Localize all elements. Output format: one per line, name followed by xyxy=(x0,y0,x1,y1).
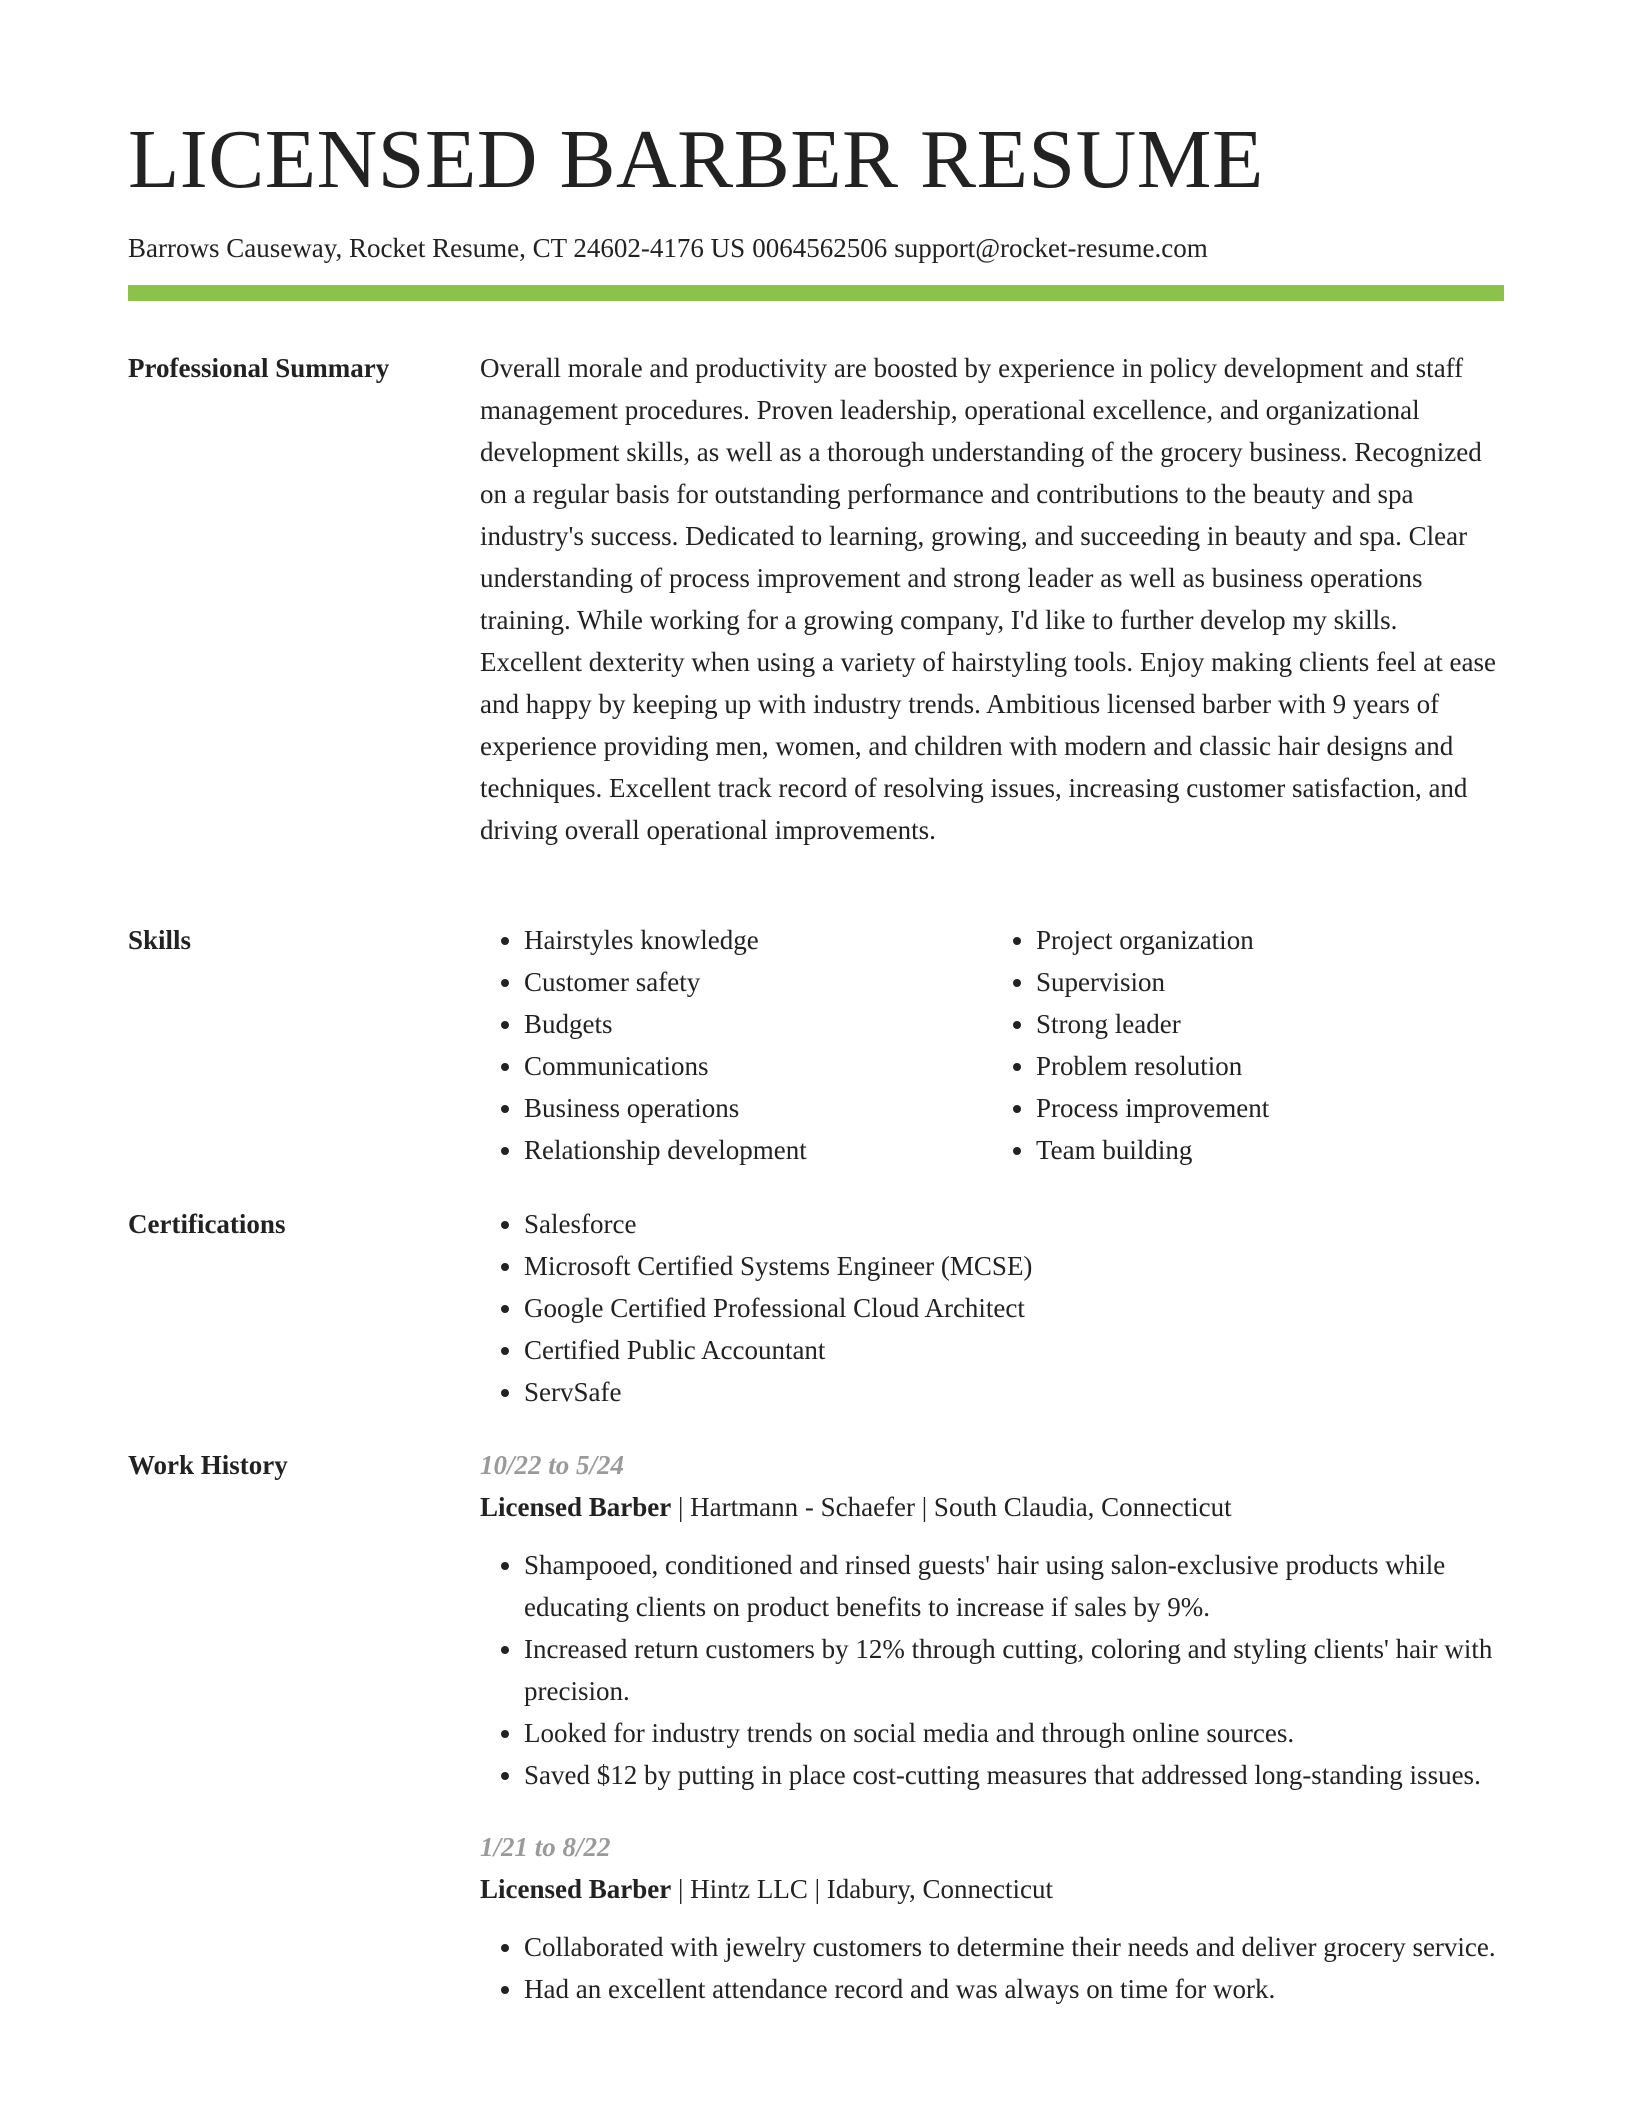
job-bullet: • Increased return customers by 12% through cutting, coloring and styling clients' hair with precision. xyxy=(524,1628,1504,1712)
certifications-body xyxy=(480,1203,1504,1413)
job-header xyxy=(480,1868,1504,1910)
summary-heading: Professional Summary xyxy=(128,353,390,383)
certification-item: • Microsoft Certified Systems Engineer (MCSE) xyxy=(524,1245,1504,1287)
job-bullet: • Looked for industry trends on social media and through online sources. xyxy=(524,1712,1504,1754)
skill-item: • Process improvement xyxy=(1036,1087,1504,1129)
job-bullets xyxy=(480,1926,1504,2010)
work-history-heading: Work History xyxy=(128,1450,288,1480)
skill-item: • Supervision xyxy=(1036,961,1504,1003)
job-bullet: • Saved $12 by putting in place cost-cutting measures that addressed long-standing issues. xyxy=(524,1754,1504,1796)
summary-text: Overall morale and productivity are boosted by experience in policy development and staff management procedures. Proven leadership, operational excellence, and organizational development skills, as well as a thorough understanding of the grocery business. Recognized on a regular basis for outstanding performance and contributions to the beauty and spa industry's success. Dedicated to learning, growing, and succeeding in beauty and spa. Clear understanding of process improvement and strong leader as well as business operations training. While working for a growing company, I'd like to further develop my skills. Excellent dexterity when using a variety of hairstyling tools. Enjoy making clients feel at ease and happy by keeping up with industry trends. Ambitious licensed barber with 9 years of experience providing men, women, and children with modern and classic hair designs and techniques. Excellent track record of resolving issues, increasing customer satisfaction, and driving overall operational improvements. xyxy=(480,353,1496,845)
job-bullet: • Shampooed, conditioned and rinsed guests' hair using salon-exclusive products while educating clients on product benefits to increase if sales by 9%. xyxy=(524,1544,1504,1628)
certification-item: • Google Certified Professional Cloud Architect xyxy=(524,1287,1504,1329)
skills-list-left xyxy=(480,919,992,1171)
job-bullet: • Had an excellent attendance record and was always on time for work. xyxy=(524,1968,1504,2010)
skill-item: • Team building xyxy=(1036,1129,1504,1171)
certification-item: • Certified Public Accountant xyxy=(524,1329,1504,1371)
job-title: Licensed Barber xyxy=(480,1492,672,1522)
contact-phone: 0064562506 xyxy=(752,233,888,263)
skills-list-right xyxy=(992,919,1504,1171)
contact-email: support@rocket-resume.com xyxy=(894,233,1208,263)
contact-address: Barrows Causeway, Rocket Resume, CT 24602-4176 US xyxy=(128,233,746,263)
skill-item: • Problem resolution xyxy=(1036,1045,1504,1087)
job-header xyxy=(480,1486,1504,1528)
work-history-body xyxy=(480,1444,1504,2010)
job-entry xyxy=(480,1444,1504,1796)
skills-heading: Skills xyxy=(128,925,192,955)
certification-item: • Salesforce xyxy=(524,1203,1504,1245)
skill-item: • Relationship development xyxy=(524,1129,992,1171)
skill-item: • Communications xyxy=(524,1045,992,1087)
skill-item: • Strong leader xyxy=(1036,1003,1504,1045)
job-bullets xyxy=(480,1544,1504,1796)
job-entry xyxy=(480,1826,1504,2010)
skill-item: • Customer safety xyxy=(524,961,992,1003)
header-divider xyxy=(128,285,1504,301)
contact-line xyxy=(128,232,1208,264)
job-bullet: • Collaborated with jewelry customers to determine their needs and deliver grocery service. xyxy=(524,1926,1504,1968)
resume-title: LICENSED BARBER RESUME xyxy=(128,113,1264,206)
skill-item: • Hairstyles knowledge xyxy=(524,919,992,961)
job-dates: 1/21 to 8/22 xyxy=(480,1832,611,1862)
skill-item: • Budgets xyxy=(524,1003,992,1045)
skills-body xyxy=(480,919,1504,1171)
job-title: Licensed Barber xyxy=(480,1874,672,1904)
certification-item: • ServSafe xyxy=(524,1371,1504,1413)
certifications-list xyxy=(480,1203,1504,1413)
job-dates: 10/22 to 5/24 xyxy=(480,1450,625,1480)
certifications-heading: Certifications xyxy=(128,1209,286,1239)
job-details: | Hartmann - Schaefer | South Claudia, Connecticut xyxy=(671,1492,1232,1522)
skill-item: • Business operations xyxy=(524,1087,992,1129)
summary-body xyxy=(480,347,1504,851)
job-details: | Hintz LLC | Idabury, Connecticut xyxy=(671,1874,1053,1904)
skill-item: • Project organization xyxy=(1036,919,1504,961)
